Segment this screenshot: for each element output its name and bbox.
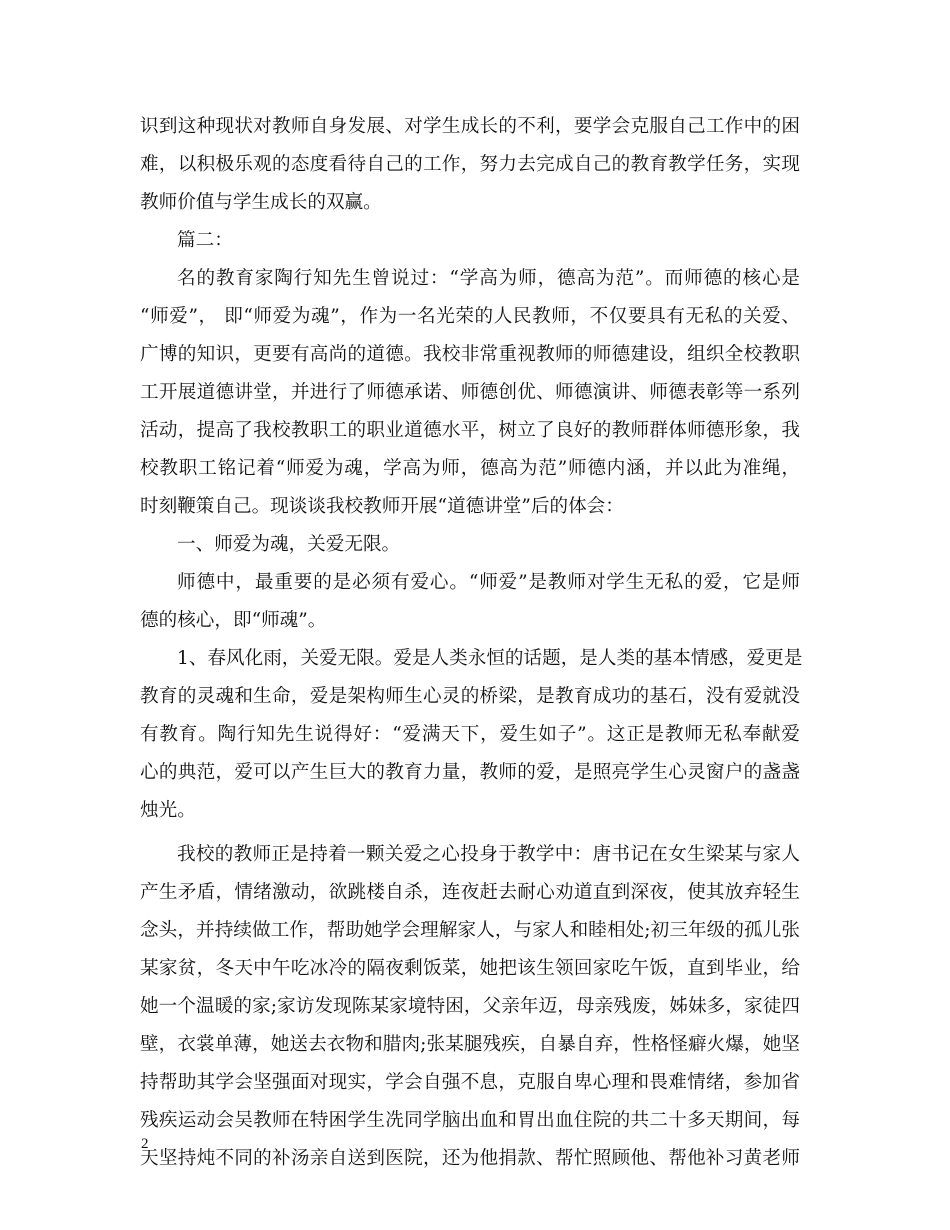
text-line: 时刻鞭策自己。现谈谈我校教师开展“道德讲堂”后的体会： [140,496,624,517]
subheading: 一、师爱为魂，关爱无限。 [177,534,401,555]
text-line: 我校的教师正是持着一颗关爱之心投身于教学中：唐书记在女生梁某与家人 [177,844,800,865]
text-line: 工开展道德讲堂，并进行了师德承诺、师德创优、师德演讲、师德表彰等一系列 [140,382,800,403]
text-line: 有教育。陶行知先生说得好：“爱满天下，爱生如子”。这正是教师无私奉献爱 [140,724,800,745]
text-line: 校教职工铭记着“师爱为魂，学高为师，德高为范”师德内涵，并以此为准绳， [140,458,800,479]
text-line: 难，以积极乐观的态度看待自己的工作，努力去完成自己的教育教学任务，实现 [140,154,800,175]
text-line: 活动，提高了我校教职工的职业道德水平，树立了良好的教师群体师德形象，我 [140,420,800,441]
text-line: 残疾运动会吴教师在特困学生冼同学脑出血和胃出血住院的共二十多天期间，每 [140,1110,800,1131]
text-line: 教育的灵魂和生命，爱是架构师生心灵的桥梁，是教育成功的基石，没有爱就没 [140,686,800,707]
text-line: 心的典范，爱可以产生巨大的教育力量，教师的爱，是照亮学生心灵窗户的盏盏 [140,762,800,783]
text-line: 德的核心，即“师魂”。 [140,610,327,631]
text-line: 产生矛盾，情绪激动，欲跳楼自杀，连夜赶去耐心劝道直到深夜，使其放弃轻生 [140,882,800,903]
text-line: 烛光。 [140,800,196,821]
text-line: 识到这种现状对教师自身发展、对学生成长的不利，要学会克服自己工作中的困 [140,116,800,137]
page-number: 2 [141,1136,149,1152]
text-line: 1、春风化雨，关爱无限。爱是人类永恒的话题，是人类的基本情感，爱更是 [177,648,803,669]
text-line: 念头，并持续做工作，帮助她学会理解家人，与家人和睦相处;初三年级的孤儿张 [140,920,800,941]
text-line: 某家贫，冬天中午吃冰冷的隔夜剩饭菜，她把该生领回家吃午饭，直到毕业，给 [140,958,800,979]
text-line: 持帮助其学会坚强面对现实，学会自强不息，克服自卑心理和畏难情绪，参加省 [140,1072,800,1093]
text-line: 壁，衣裳单薄，她送去衣物和腊肉;张某腿残疾，自暴自弃，性格怪癖火爆，她坚 [140,1034,800,1055]
text-line: 广博的知识，更要有高尚的道德。我校非常重视教师的师德建设，组织全校教职 [140,344,800,365]
text-line: 师德中，最重要的是必须有爱心。“师爱”是教师对学生无私的爱，它是师 [177,572,800,593]
text-line: 天坚持炖不同的补汤亲自送到医院，还为他捐款、帮忙照顾他、帮他补习黄老师 [140,1148,800,1169]
text-line: 教师价值与学生成长的双赢。 [140,192,382,213]
text-line: “师爱”， 即“师爱为魂”，作为一名光荣的人民教师，不仅要具有无私的关爱、 [140,306,800,327]
text-line: 名的教育家陶行知先生曾说过：“学高为师，德高为范”。而师德的核心是 [177,268,800,289]
text-line: 她一个温暖的家;家访发现陈某家境特困，父亲年迈，母亲残废，姊妹多，家徒四 [140,996,800,1017]
section-heading: 篇二： [177,230,233,251]
